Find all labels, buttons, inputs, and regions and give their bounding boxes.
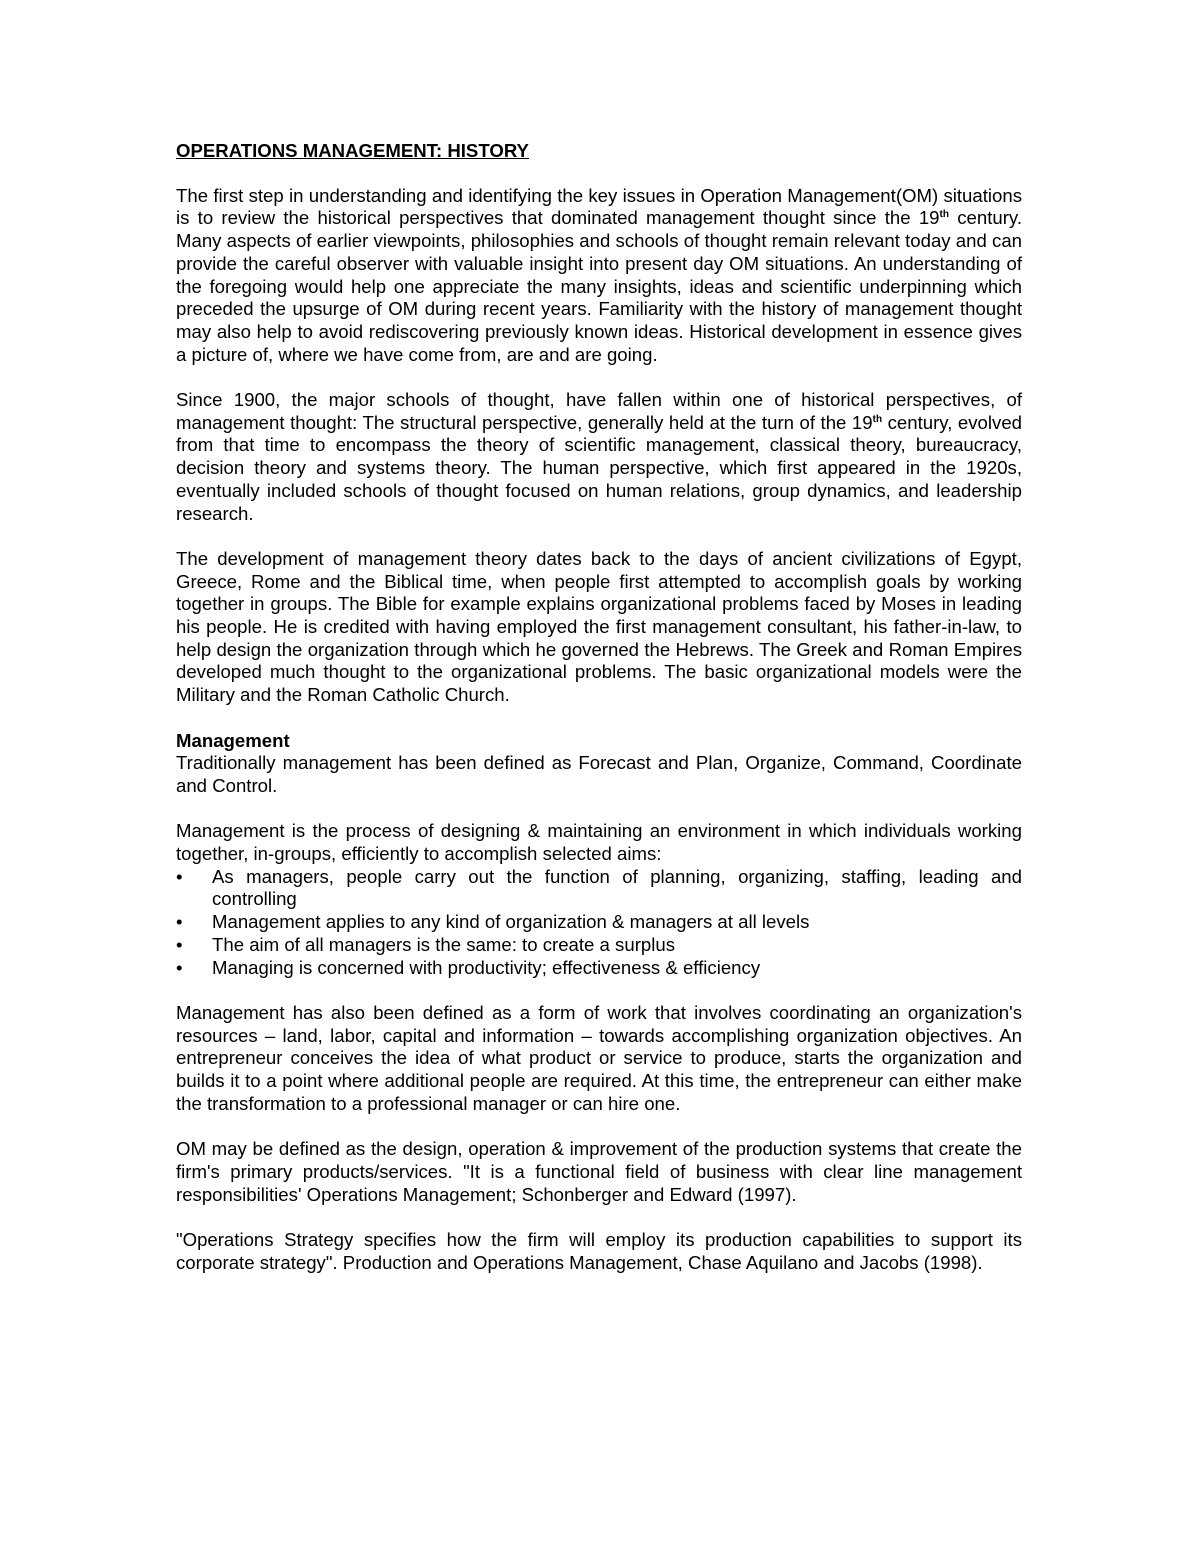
paragraph-om-definition: OM may be defined as the design, operation & improvement of the production systems that create the firm's primary products/services. "It is a functional field of business with clear line management responsibilities' Operations Management; Schonberger and Edward (1997). (176, 1138, 1022, 1205)
paragraph-work-definition: Management has also been defined as a form of work that involves coordinating an organization's resources – land, labor, capital and information – towards accomplishing organization objectives. An entrepreneur conceives the idea of what product or service to produce, starts the organization and builds it to a point where additional people are required. At this time, the entrepreneur can either make the transformation to a professional manager or can hire one. (176, 1001, 1022, 1114)
document-title: OPERATIONS MANAGEMENT: HISTORY (176, 140, 529, 161)
list-item (176, 866, 1022, 911)
bullet-list (176, 866, 1022, 980)
superscript-th: th (872, 413, 883, 425)
paragraph-schools-text-a: Since 1900, the major schools of thought, have fallen within one of historical perspectives, of management thought: The structural perspective, generally held at the turn of the 19 (176, 389, 1022, 433)
paragraph-operations-strategy: "Operations Strategy specifies how the firm will employ its production capabilities to support its corporate strategy". Production and Operations Management, Chase Aquilano and Jacobs (1998). (176, 1228, 1022, 1273)
paragraph-schools-text-b: century, evolved from that time to encompass the theory of scientific management, classical theory, bureaucracy, decision theory and systems theory. The human perspective, which first appeared in the 1920s, eventually included schools of thought focused on human relations, group dynamics, and leadership research. (176, 411, 1022, 524)
document-page (176, 140, 1022, 1297)
superscript-th: th (939, 209, 949, 221)
paragraph-definition-traditional: Traditionally management has been defined as Forecast and Plan, Organize, Command, Coordinate and Control. (176, 752, 1022, 796)
list-item (176, 957, 1022, 980)
bullet-icon: • (176, 956, 183, 978)
list-item-text: Management applies to any kind of organization & managers at all levels (212, 911, 810, 933)
list-item-text: The aim of all managers is the same: to create a surplus (212, 933, 675, 955)
list-item (176, 934, 1022, 957)
bullet-icon: • (176, 933, 183, 955)
section-heading-management: Management (176, 729, 290, 751)
list-item-text: As managers, people carry out the function of planning, organizing, staffing, leading and controlling (212, 865, 1022, 910)
bullet-icon: • (176, 911, 183, 933)
paragraph-intro-text-b: century. Many aspects of earlier viewpoints, philosophies and schools of thought remain relevant today and can provide the careful observer with valuable insight into present day OM situations. An understanding of the foregoing would help one appreciate the many insights, ideas and scientific underpinning which preceded the upsurge of OM during recent years. Familiarity with the history of management thought may also help to avoid rediscovering previously known ideas. Historical development in essence gives a picture of, where we have come from, are and are going. (176, 207, 1022, 365)
paragraph-intro-text-a: The first step in understanding and identifying the key issues in Operation Management(OM) situations is to review the historical perspectives that dominated management thought since the 19 (176, 184, 1022, 229)
paragraph-schools (176, 389, 1022, 525)
bullet-icon: • (176, 865, 183, 887)
paragraph-intro (176, 185, 1022, 367)
paragraph-definition-process: Management is the process of designing & maintaining an environment in which individuals working together, in-groups, efficiently to accomplish selected aims: (176, 820, 1022, 865)
list-item (176, 911, 1022, 934)
paragraph-ancient-history: The development of management theory dates back to the days of ancient civilizations of Egypt, Greece, Rome and the Biblical time, when people first attempted to accomplish goals by working together in groups. The Bible for example explains organizational problems faced by Moses in leading his people. He is credited with having employed the first management consultant, his father-in-law, to help design the organization through which he governed the Hebrews. The Greek and Roman Empires developed much thought to the organizational problems. The basic organizational models were the Military and the Roman Catholic Church. (176, 547, 1022, 706)
list-item-text: Managing is concerned with productivity; effectiveness & efficiency (212, 956, 761, 978)
